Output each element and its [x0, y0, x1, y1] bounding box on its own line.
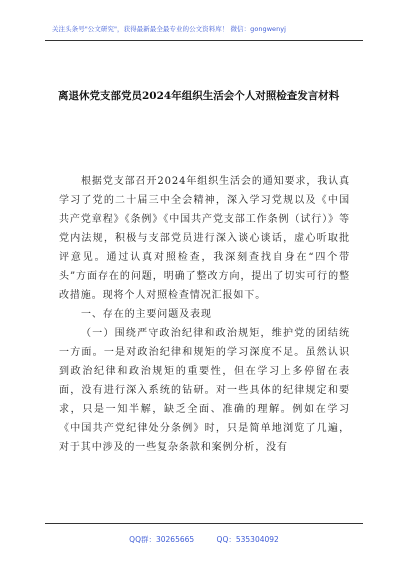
footer-divider	[45, 523, 363, 524]
paragraph-intro: 根据党支部召开2024年组织生活会的通知要求，我认真学习了党的二十届三中全会精神，深入学习党规以及《中国共产党章程》《条例》《中国共产党支部工作条例（试行）》等党内法规，积极与支部党员进行深入谈心谈话，虚心听取批评意见。通过认真对照检查，我深刻查找自身在“四个带头”方面存在的问题，明确了整改方向，提出了切实可行的整改措施。现将个人对照检查情况汇报如下。	[59, 176, 350, 301]
document-body	[59, 172, 350, 457]
footer-qq: QQ：535304092	[216, 535, 279, 544]
paragraph-issue-1: （一）围绕严守政治纪律和政治规矩，维护党的团结统一方面。一是对政治纪律和规矩的学习深度不足。虽然认识到政治纪律和政治规矩的重要性，但在学习上多停留在表面，没有进行深入系统的钻研。对一些具体的纪律规定和要求，只是一知半解，缺乏全面、准确的理解。例如在学习《中国共产党纪律处分条例》时，只是简单地浏览了几遍，对于其中涉及的一些复杂条款和案例分析，没有	[59, 328, 350, 453]
header-divider	[45, 40, 363, 41]
header-banner: 关注头条号"公文研究"，获得最新最全最专业的公文资料库！ 微信：gongwenyj	[52, 25, 287, 33]
section-heading: 一、存在的主要问题及表现	[81, 309, 212, 320]
document-title: 离退休党支部党员2024年组织生活会个人对照检查发言材料	[58, 90, 340, 102]
footer-contact	[0, 534, 408, 545]
footer-qq-group: QQ群：30265665	[129, 535, 195, 544]
